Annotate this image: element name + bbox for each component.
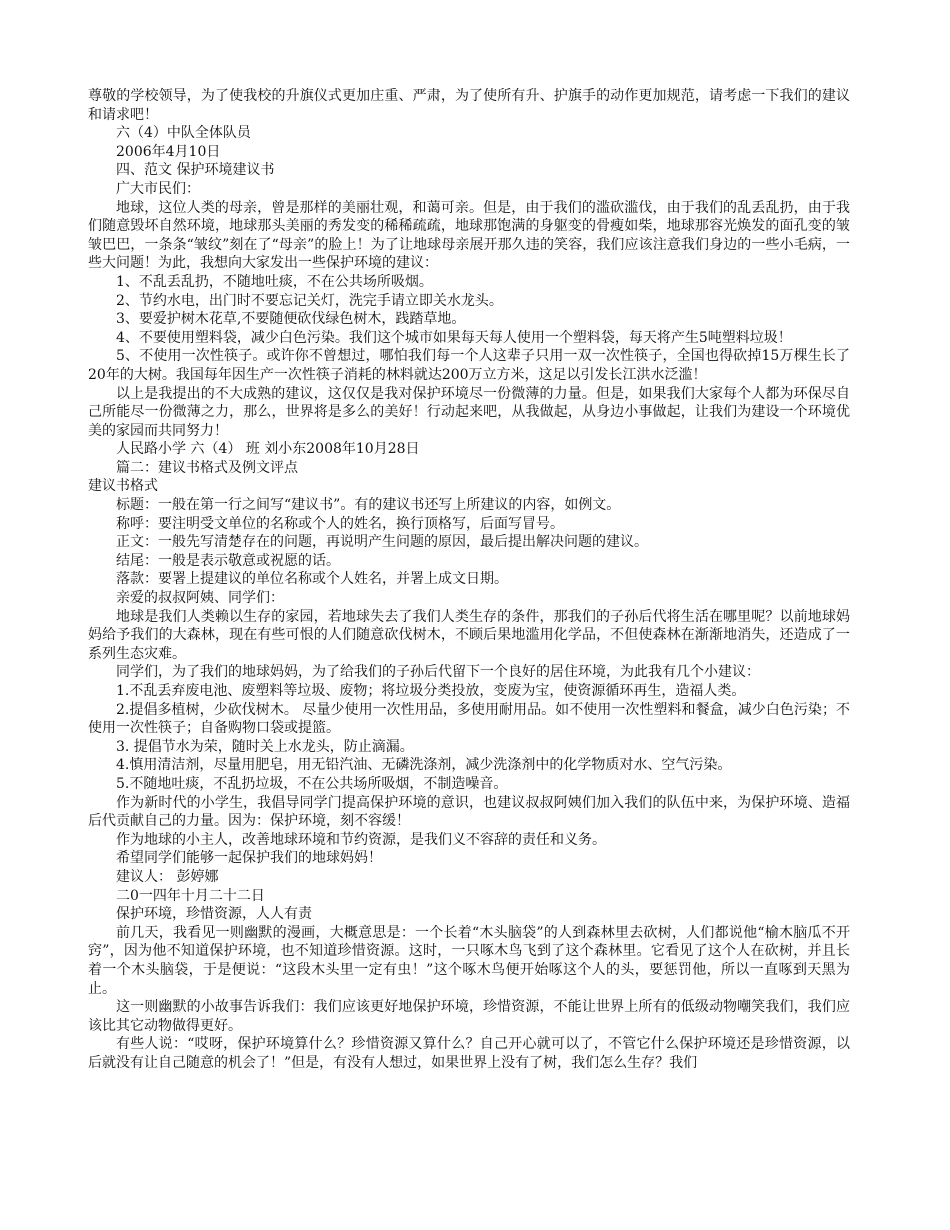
paragraph-body: 这一则幽默的小故事告诉我们：我们应该更好地保护环境，珍惜资源，不能让世界上所有的低级动物嘲笑我们，我们应该比其它动物做得更好。 [88,999,850,1034]
subsection-heading: 建议书格式 [88,478,158,495]
paragraph-body: 以上是我提出的不大成熟的建议，这仅仅是我对保护环境尽一份微薄的力量。但是，如果我们大家每个人都为环保尽自己所能尽一份微薄之力，那么，世界将是多么的美好！行动起来吧，从我做起，从身边小事做起，让我们为建设一个环境优美的家园而共同努力！ [88,385,850,439]
paragraph-signature: 六（4）中队全体队员 [116,125,251,142]
list-item: 4、不要使用塑料袋，减少白色污染。我们这个城市如果每天每人使用一个塑料袋，每天将产生5吨塑料垃圾！ [116,329,792,346]
article-title: 保护环境，珍惜资源，人人有责 [116,906,312,923]
paragraph-body: 作为新时代的小学生，我倡导同学门提高保护环境的意识，也建议叔叔阿姨们加入我们的队伍中来，为保护环境、造福后代贡献自己的力量。因为：保护环境，刻不容缓！ [88,794,850,830]
paragraph-signature: 建议人： 彭婷娜 [116,868,219,885]
paragraph-body: 同学们，为了我们的地球妈妈，为了给我们的子孙后代留下一个良好的居住环境，为此我有几个小建议： [116,664,760,681]
paragraph-body: 希望同学们能够一起保护我们的地球妈妈！ [116,850,382,867]
list-item: 5、不使用一次性筷子。或许你不曾想过，哪怕我们每一个人这辈子只用一双一次性筷子，全国也得砍掉15万棵生长了20年的大树。我国每年因生产一次性筷子消耗的林料就达200万立方米，这足以引发长江洪水泛滥！ [88,348,850,383]
paragraph-salutation-closing: 尊敬的学校领导，为了使我校的升旗仪式更加庄重、严肃，为了使所有升、护旗手的动作更加规范，请考虑一下我们的建议和请求吧！ [88,88,850,123]
list-item: 1.不乱丢弃废电池、废塑料等垃圾、废物；将垃圾分类投放，变废为宝，使资源循环再生，造福人类。 [116,683,746,699]
paragraph-date: 2006年4月10日 [116,143,221,160]
paragraph-date: 二0一四年十月二十二日 [116,887,265,904]
section-heading: 篇二：建议书格式及例文评点 [116,459,298,476]
paragraph-body: 作为地球的小主人，改善地球环境和节约资源，是我们义不容辞的责任和义务。 [116,831,606,848]
paragraph-salutation: 广大市民们： [116,180,200,197]
format-item: 标题：一般在第一行之间写“建议书”。有的建议书还写上所建议的内容，如例文。 [116,497,621,514]
list-item: 3、要爱护树木花草,不要随便砍伐绿色树木，践踏草地。 [116,311,466,328]
format-item: 落款：要署上提建议的单位名称或个人姓名，并署上成文日期。 [116,571,508,588]
list-item: 4.慎用清洁剂，尽量用肥皂，用无铅汽油、无磷洗涤剂，减少洗涤剂中的化学物质对水、空气污染。 [116,757,732,774]
section-heading: 四、范文 保护环境建议书 [116,162,275,179]
format-item: 正文：一般先写清楚存在的问题，再说明产生问题的原因，最后提出解决问题的建议。 [116,534,648,551]
format-item: 称呼：要注明受文单位的名称或个人的姓名，换行顶格写，后面写冒号。 [116,515,564,532]
paragraph-body: 前几天，我看见一则幽默的漫画，大概意思是：一个长着“木头脑袋”的人到森林里去砍树，人们都说他“榆木脑瓜不开窍”，因为他不知道保护环境，也不知道珍惜资源。这时，一只啄木鸟飞到了这个森林里。它看见了这个人在砍树，并且长着一个木头脑袋，于是便说：“这段木头里一定有虫！”这个啄木鸟便开始啄这个人的头，要惩罚他，所以一直啄到天黑为止。 [88,924,850,997]
list-item: 5.不随地吐痰，不乱扔垃圾，不在公共场所吸烟，不制造噪音。 [116,775,508,792]
format-item: 结尾：一般是表示敬意或祝愿的话。 [116,552,340,569]
list-item: 1、不乱丢乱扔，不随地吐痰，不在公共场所吸烟。 [116,273,433,290]
document-page [88,87,850,1072]
list-item: 2、节约水电，出门时不要忘记关灯，洗完手请立即关水龙头。 [116,292,503,309]
paragraph-body: 有些人说：“哎呀，保护环境算什么？珍惜资源又算什么？自己开心就可以了，不管它什么保护环境还是珍惜资源，以后就没有让自己随意的机会了！”但是，有没有人想过，如果世界上没有了树，我们怎么生存？我们 [88,1036,850,1071]
paragraph-body: 地球是我们人类赖以生存的家园，若地球失去了我们人类生存的条件，那我们的子孙后代将生活在哪里呢？以前地球妈妈给予我们的大森林，现在有些可恨的人们随意砍伐树木，不顾后果地滥用化学品，不但使森林在渐渐地消失，还造成了一系列生态灾难。 [88,608,850,662]
list-item: 3. 提倡节水为荣，随时关上水龙头，防止滴漏。 [116,738,414,755]
paragraph-body: 地球，这位人类的母亲，曾是那样的美丽壮观，和蔼可亲。但是，由于我们的滥砍滥伐，由于我们的乱丢乱扔，由于我们随意毁坏自然环境，地球那头美丽的秀发变的稀稀疏疏，地球那饱满的身躯变的骨瘦如柴，地球那容光焕发的面孔变的皱皱巴巴，一条条“皱纹”刻在了“母亲”的脸上！为了让地球母亲展开那久违的笑容，我们应该注意我们身边的一些小毛病，一些大问题！为此，我想向大家发出一些保护环境的建议： [88,199,850,272]
paragraph-salutation: 亲爱的叔叔阿姨、同学们： [116,590,284,607]
paragraph-signature: 人民路小学 六（4） 班 刘小东2008年10月28日 [116,441,420,458]
list-item: 2.提倡多植树，少砍伐树木。 尽量少使用一次性用品，多使用耐用品。如不使用一次性塑料和餐盒，减少白色污染；不使用一次性筷子；自备购物口袋或提篮。 [88,701,850,737]
